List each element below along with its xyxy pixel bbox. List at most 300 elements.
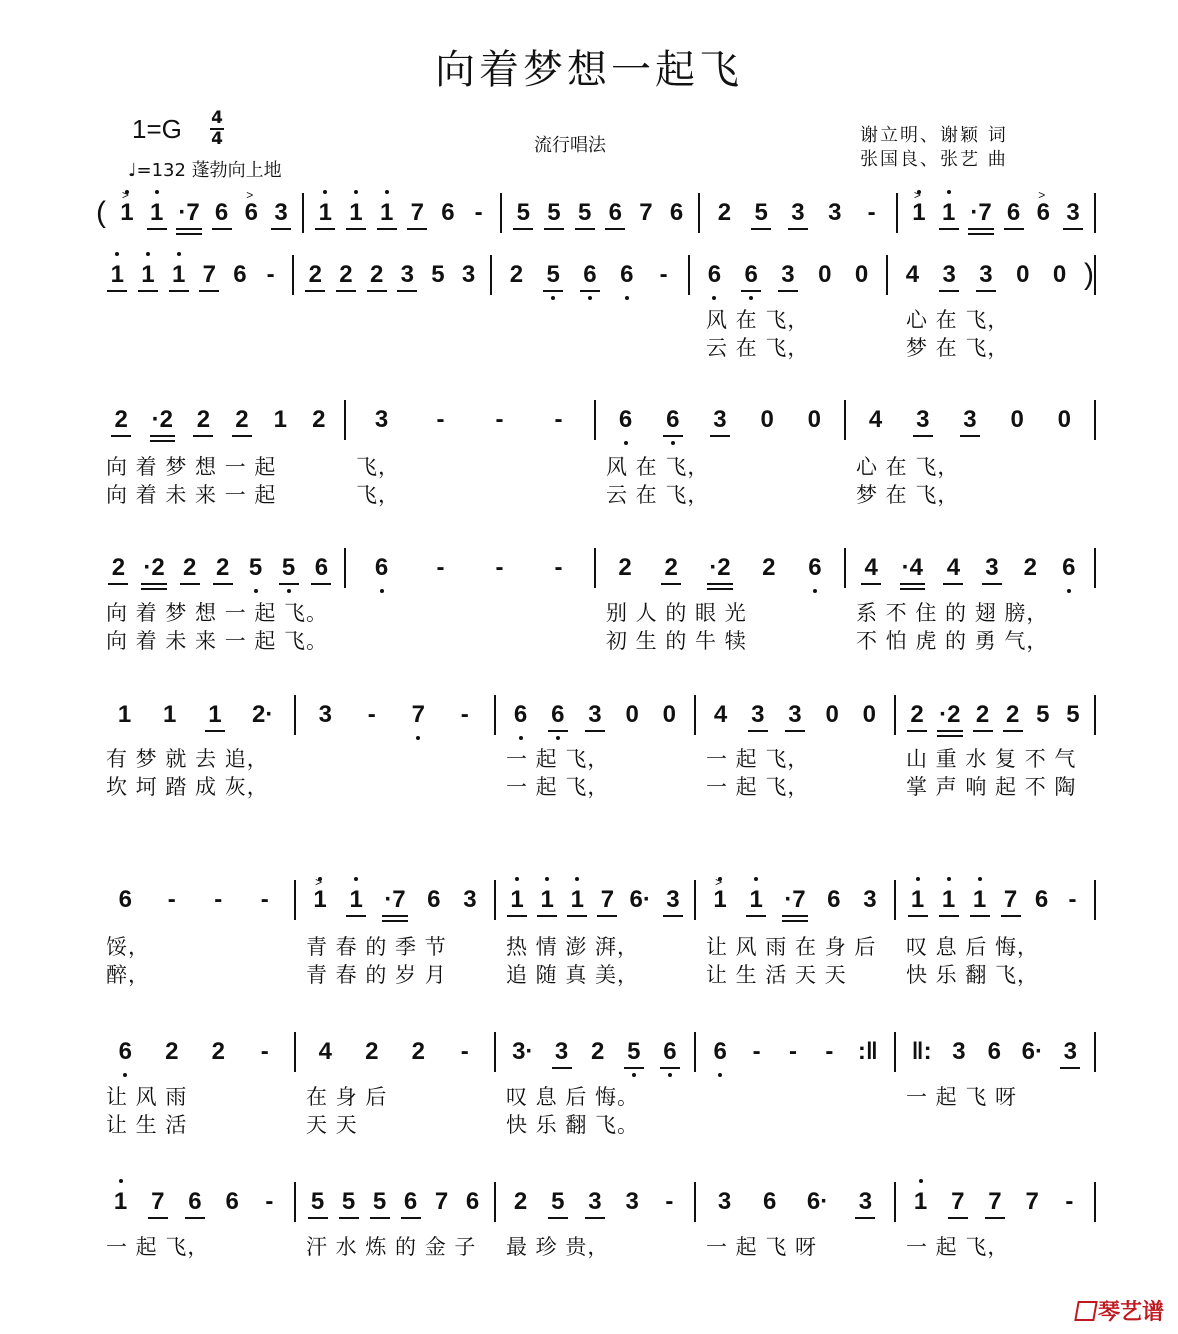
lyric-segment: 青 春 的 岁 月 <box>306 963 447 987</box>
lyric-line <box>0 1082 1178 1112</box>
note: ·2 <box>152 400 173 440</box>
note: 1 <box>348 193 364 233</box>
lyric-segment: 汗 水 炼 的 金 子 <box>306 1235 477 1259</box>
note: - <box>1068 886 1077 913</box>
note: 6 > <box>244 188 258 226</box>
note: 2 <box>365 1038 379 1065</box>
measure <box>96 1032 294 1072</box>
note: 6 <box>513 695 529 735</box>
lyric-line <box>0 1110 1178 1140</box>
lyric-segment: 向 着 梦 想 一 起 飞。 <box>106 601 329 625</box>
note: 5 <box>248 548 264 588</box>
note: 2 <box>513 1188 528 1215</box>
note: 1 > <box>120 188 134 226</box>
repeat-sign: ‖: <box>911 1038 932 1065</box>
lyric-segment: 坎 坷 踏 成 灰， <box>106 775 269 799</box>
note: 2 <box>165 1038 179 1065</box>
note: - <box>789 1038 798 1065</box>
note: 2 <box>307 255 323 295</box>
lyric-segment: 让 生 活 <box>106 1113 188 1137</box>
note: - <box>867 199 876 226</box>
note: 2 <box>195 400 211 440</box>
note: 1 > <box>313 875 327 913</box>
measure <box>888 255 1084 295</box>
measure <box>296 695 494 735</box>
lyric-line <box>0 932 1178 962</box>
measure <box>96 1182 294 1222</box>
measure <box>896 1032 1094 1072</box>
measure <box>496 695 694 735</box>
note: 4 <box>863 548 879 588</box>
note: 6 <box>807 548 823 588</box>
note: 5 <box>372 1182 388 1222</box>
lyric-segment: 让 风 雨 <box>106 1085 188 1109</box>
staff-line <box>0 548 1178 588</box>
note: 2 <box>234 400 250 440</box>
note: 6 <box>618 400 634 440</box>
note: 6 <box>1061 548 1077 588</box>
note: 7 <box>950 1182 966 1222</box>
note: 2 <box>509 261 524 288</box>
note: 6· <box>1021 1038 1043 1065</box>
note: 1 <box>149 193 165 233</box>
note: 2 <box>762 554 776 581</box>
lyric-segment <box>696 1082 896 1112</box>
staff-line <box>0 1182 1178 1222</box>
note: 6 <box>550 695 566 735</box>
measure <box>496 880 694 920</box>
note: 0 <box>662 701 677 728</box>
note: 1 > <box>713 875 727 913</box>
lyric-segment: 一 起 飞， <box>706 775 810 799</box>
lyric-segment: 叹 息 后 悔。 <box>506 1085 640 1109</box>
note: 5 <box>753 193 769 233</box>
lyric-segment: 一 起 飞 呀 <box>706 1235 818 1259</box>
note: - <box>167 886 176 913</box>
lyric-segment: 让 风 雨 在 身 后 <box>706 935 877 959</box>
lyric-segment: 一 起 飞， <box>706 747 810 771</box>
note: 7 <box>1025 1188 1039 1215</box>
lyric-segment: 快 乐 翻 飞， <box>906 963 1040 987</box>
measure <box>496 1032 694 1072</box>
measure <box>596 400 844 440</box>
lyric-segment: 有 梦 就 去 追， <box>106 747 269 771</box>
lyric-segment: 一 起 飞 呀 <box>906 1085 1018 1109</box>
staff-line <box>0 695 1178 735</box>
note: 6 <box>214 193 230 233</box>
note: 3 <box>554 1032 570 1072</box>
note: 6 > <box>1036 188 1050 226</box>
lyric-line <box>0 480 1178 510</box>
note: 3 <box>1062 1032 1078 1072</box>
note: - <box>460 1038 469 1065</box>
note: 7 <box>409 193 425 233</box>
lyric-segment: 一 起 飞， <box>906 1235 1010 1259</box>
measure <box>690 255 886 295</box>
note: - <box>266 261 275 288</box>
lyric-segment: 醉， <box>106 963 150 987</box>
note: 3 <box>587 695 603 735</box>
note: 2 <box>717 199 732 226</box>
note: 6 <box>1006 193 1022 233</box>
note: 2 <box>369 255 385 295</box>
measure <box>96 880 294 920</box>
note: 2 <box>312 406 326 433</box>
note: 5 <box>626 1032 642 1072</box>
note: 0 <box>1057 406 1072 433</box>
lyric-segment <box>296 772 496 802</box>
note: 3 <box>787 695 803 735</box>
note: 6 <box>582 255 598 295</box>
key-signature: 1=G <box>132 114 182 144</box>
note: - <box>752 1038 761 1065</box>
note: 3 <box>962 400 978 440</box>
note: 0 <box>760 406 774 433</box>
lyric-segment: 心 在 飞， <box>906 308 1010 332</box>
note: 3 <box>952 1038 966 1065</box>
note: 3 <box>712 400 728 440</box>
note: 0 <box>1052 261 1067 288</box>
note: 3 <box>374 406 389 433</box>
note: ·2 <box>143 548 164 588</box>
note: ·2 <box>709 548 730 588</box>
staff-line: 1 1 1 7 6 - 2 2 2 3 5 3 2 5 6 6 - 6 6 3 0 0 4 3 3 0 0 ) <box>0 255 1178 295</box>
lyric-segment: 云 在 飞， <box>606 483 710 507</box>
staff-line <box>0 400 1178 440</box>
note: 5 <box>546 193 562 233</box>
lyric-segment: 梦 在 飞， <box>906 336 1010 360</box>
note: - <box>436 554 445 581</box>
lyric-line <box>0 452 1178 482</box>
lyric-segment <box>896 1110 1096 1140</box>
note: ·7 <box>384 880 405 920</box>
note: 2 <box>110 548 126 588</box>
note: 2 <box>338 255 354 295</box>
note: 5 <box>515 193 531 233</box>
note: 5 <box>281 548 297 588</box>
note: 3 <box>915 400 931 440</box>
composer: 张国良、张艺 曲 <box>860 149 1008 170</box>
note: ·7 <box>970 193 991 233</box>
note: 1 <box>910 880 926 920</box>
lyric-segment: 追 随 真 美， <box>506 963 640 987</box>
measure <box>896 1182 1094 1222</box>
note: 0 <box>862 701 877 728</box>
note: 2· <box>252 701 274 728</box>
note: 6 <box>427 886 441 913</box>
note: - <box>260 1038 269 1065</box>
lyric-segment: 山 重 水 复 不 气 <box>906 747 1077 771</box>
logo-icon <box>1074 1301 1098 1321</box>
lyric-segment <box>696 1110 896 1140</box>
note: 6 <box>117 1032 133 1072</box>
note: 3 <box>790 193 806 233</box>
note: 1 <box>113 1182 129 1222</box>
note: 5 <box>341 1182 357 1222</box>
note: 3 <box>941 255 957 295</box>
note: 6 <box>827 886 841 913</box>
note: ·2 <box>939 695 960 735</box>
note: 0 <box>818 261 832 288</box>
note: 1 > <box>912 188 926 226</box>
lyric-segment <box>96 333 296 363</box>
note: 1 <box>379 193 395 233</box>
note: 5 <box>545 255 561 295</box>
note: 3 <box>857 1182 873 1222</box>
note: 0 <box>1016 261 1030 288</box>
measure <box>96 400 344 440</box>
note: 3 <box>318 701 332 728</box>
measure <box>696 1032 894 1072</box>
lyric-segment: 向 着 梦 想 一 起 <box>106 455 277 479</box>
note: 5 <box>1066 701 1080 728</box>
note: 3 <box>978 255 994 295</box>
note: - <box>214 886 223 913</box>
note: ·7 <box>784 880 805 920</box>
note: 0 <box>854 261 869 288</box>
note: 1 <box>509 880 525 920</box>
note: 3 <box>717 1188 732 1215</box>
note: 6 <box>441 199 455 226</box>
lyric-segment: 一 起 飞， <box>506 747 610 771</box>
note: 6 <box>465 1188 480 1215</box>
note: 1 <box>972 880 988 920</box>
measure <box>304 193 500 233</box>
lyric-segment: 飞， <box>356 483 400 507</box>
lyric-segment <box>296 333 496 363</box>
note: 1 <box>941 193 957 233</box>
note: 6 <box>669 199 684 226</box>
note: - <box>367 701 376 728</box>
note: 2 <box>1005 695 1021 735</box>
note: - <box>460 701 469 728</box>
note: 2 <box>411 1038 425 1065</box>
note: 1 <box>163 701 177 728</box>
lyric-segment <box>296 744 496 774</box>
staff-line <box>0 1032 1178 1072</box>
note: 1 <box>171 255 187 295</box>
note: 0 <box>625 701 639 728</box>
note: 3 <box>828 199 842 226</box>
note: - <box>436 406 445 433</box>
measure <box>96 695 294 735</box>
note: 6 <box>607 193 623 233</box>
note: 1 <box>941 880 957 920</box>
note: 6 <box>374 548 390 588</box>
note: 7 <box>1003 880 1019 920</box>
measure <box>896 880 1094 920</box>
measure <box>96 548 344 588</box>
note: 4 <box>713 701 728 728</box>
note: - <box>495 554 504 581</box>
note: 6· <box>806 1188 829 1215</box>
note: 0 <box>1010 406 1024 433</box>
note: 4 <box>945 548 961 588</box>
measure <box>696 695 894 735</box>
lyric-segment: 让 生 活 天 天 <box>706 963 847 987</box>
lyric-segment: 梦 在 飞， <box>856 483 960 507</box>
measure <box>896 695 1094 735</box>
note: 1 <box>748 880 764 920</box>
note: 7 <box>599 880 615 920</box>
lyric-line <box>0 626 1178 656</box>
note: 3 <box>399 255 415 295</box>
measure <box>502 193 698 233</box>
note: 5 <box>577 193 593 233</box>
measure <box>846 548 1094 588</box>
note: 2 <box>618 554 632 581</box>
note: 6 <box>187 1182 203 1222</box>
note: 5 <box>431 261 445 288</box>
note: 6 <box>662 1032 678 1072</box>
note: 0 <box>807 406 822 433</box>
note: 1 <box>913 1182 929 1222</box>
lyric-segment <box>346 626 596 656</box>
measure <box>296 1182 494 1222</box>
measure <box>496 1182 694 1222</box>
measure <box>106 188 302 233</box>
lyric-segment: 青 春 的 季 节 <box>306 935 447 959</box>
lyric-segment: 心 在 飞， <box>856 455 960 479</box>
note: 5 <box>1036 701 1050 728</box>
measure <box>898 188 1094 233</box>
note: 6 <box>313 548 329 588</box>
note: - <box>474 199 483 226</box>
note: 6 <box>1034 886 1049 913</box>
note: 7 <box>987 1182 1003 1222</box>
note: 3 <box>665 880 681 920</box>
lyric-segment: 叹 息 后 悔， <box>906 935 1040 959</box>
lyric-segment: 风 在 飞， <box>706 308 810 332</box>
measure <box>346 548 594 588</box>
note: 3 <box>273 193 289 233</box>
lyric-segment: 云 在 飞， <box>706 336 810 360</box>
measure <box>296 1032 494 1072</box>
watermark-logo: 琴艺谱 <box>1076 1295 1164 1326</box>
lyric-segment: 向 着 未 来 一 起 飞。 <box>106 629 329 653</box>
note: 6 <box>712 1032 728 1072</box>
note: 2 <box>1023 554 1037 581</box>
lyric-segment <box>296 305 496 335</box>
note: 2 <box>909 695 925 735</box>
lyric-segment: 天 天 <box>306 1113 358 1137</box>
repeat-sign: :‖ <box>857 1038 878 1065</box>
lyric-segment: 系 不 住 的 翅 膀， <box>856 601 1049 625</box>
lyric-segment: 别 人 的 眼 光 <box>606 601 747 625</box>
time-signature: 4 4 <box>211 108 223 149</box>
note: 2 <box>663 548 679 588</box>
staff-line <box>0 875 1178 920</box>
lyric-line <box>0 333 1178 363</box>
note: 1 <box>348 880 364 920</box>
note: - <box>659 261 668 288</box>
lyric-segment: 初 生 的 牛 犊 <box>606 629 747 653</box>
note: 2 <box>215 548 231 588</box>
note: 6 <box>118 886 132 913</box>
measure <box>696 875 894 920</box>
note: 4 <box>868 406 883 433</box>
lyric-segment: 一 起 飞， <box>506 775 610 799</box>
note: 2 <box>182 548 198 588</box>
note: 7 <box>434 1188 449 1215</box>
note: 6 <box>233 261 247 288</box>
note: 4 <box>905 261 920 288</box>
note: 6 <box>665 400 681 440</box>
note: 3· <box>512 1038 534 1065</box>
lyric-segment: 馁， <box>106 935 150 959</box>
note: 0 <box>825 701 839 728</box>
note: 1 <box>140 255 156 295</box>
note: 4 <box>318 1038 332 1065</box>
measure <box>294 255 490 295</box>
note: ·4 <box>902 548 923 588</box>
measure <box>596 548 844 588</box>
credits <box>860 124 1008 172</box>
note: 3 <box>461 261 476 288</box>
note: - <box>554 406 563 433</box>
measure <box>846 400 1094 440</box>
note: 1 <box>317 193 333 233</box>
note: 6 <box>225 1188 239 1215</box>
lyric-line <box>0 305 1178 335</box>
note: - <box>825 1038 834 1065</box>
note: - <box>495 406 504 433</box>
note: - <box>1065 1188 1074 1215</box>
singing-style: 流行唱法 <box>534 135 606 156</box>
note: 3 <box>863 886 877 913</box>
note: 2 <box>113 400 129 440</box>
measure <box>492 255 688 295</box>
note: 1 <box>539 880 555 920</box>
lyric-segment: 最 珍 贵， <box>506 1235 610 1259</box>
note: 6 <box>743 255 759 295</box>
note: 3 <box>780 255 796 295</box>
note: 1 <box>273 406 287 433</box>
note: 3 <box>625 1188 639 1215</box>
measure <box>696 1182 894 1222</box>
lyricist: 谢立明、谢颖 词 <box>860 125 1008 146</box>
tempo-marking: ♩=132 蓬勃向上地 <box>128 160 282 181</box>
note: - <box>265 1188 274 1215</box>
lyric-segment <box>346 598 596 628</box>
lyric-segment <box>496 333 696 363</box>
note: 1 <box>569 880 585 920</box>
lyric-line <box>0 772 1178 802</box>
lyric-segment: 掌 声 响 起 不 陶 <box>906 775 1077 799</box>
note: 7 <box>150 1182 166 1222</box>
note: 6 <box>987 1038 1001 1065</box>
lyric-segment: 不 怕 虎 的 勇 气， <box>856 629 1049 653</box>
note: 3 <box>750 695 766 735</box>
note: - <box>260 886 269 913</box>
lyric-segment <box>496 305 696 335</box>
note: 6 <box>403 1182 419 1222</box>
lyric-line <box>0 1232 1178 1262</box>
note: 6 <box>706 255 722 295</box>
note: 3 <box>463 886 477 913</box>
measure <box>346 400 594 440</box>
note: 3 <box>984 548 1000 588</box>
note: 1 <box>117 701 132 728</box>
note: 7 <box>639 199 653 226</box>
lyric-segment: 飞， <box>356 455 400 479</box>
lyric-segment <box>96 305 296 335</box>
score-title: 向着梦想一起飞 <box>435 47 743 93</box>
measure <box>296 875 494 920</box>
note: 5 <box>310 1182 326 1222</box>
note: - <box>665 1188 674 1215</box>
lyric-segment: 快 乐 翻 飞。 <box>506 1113 640 1137</box>
